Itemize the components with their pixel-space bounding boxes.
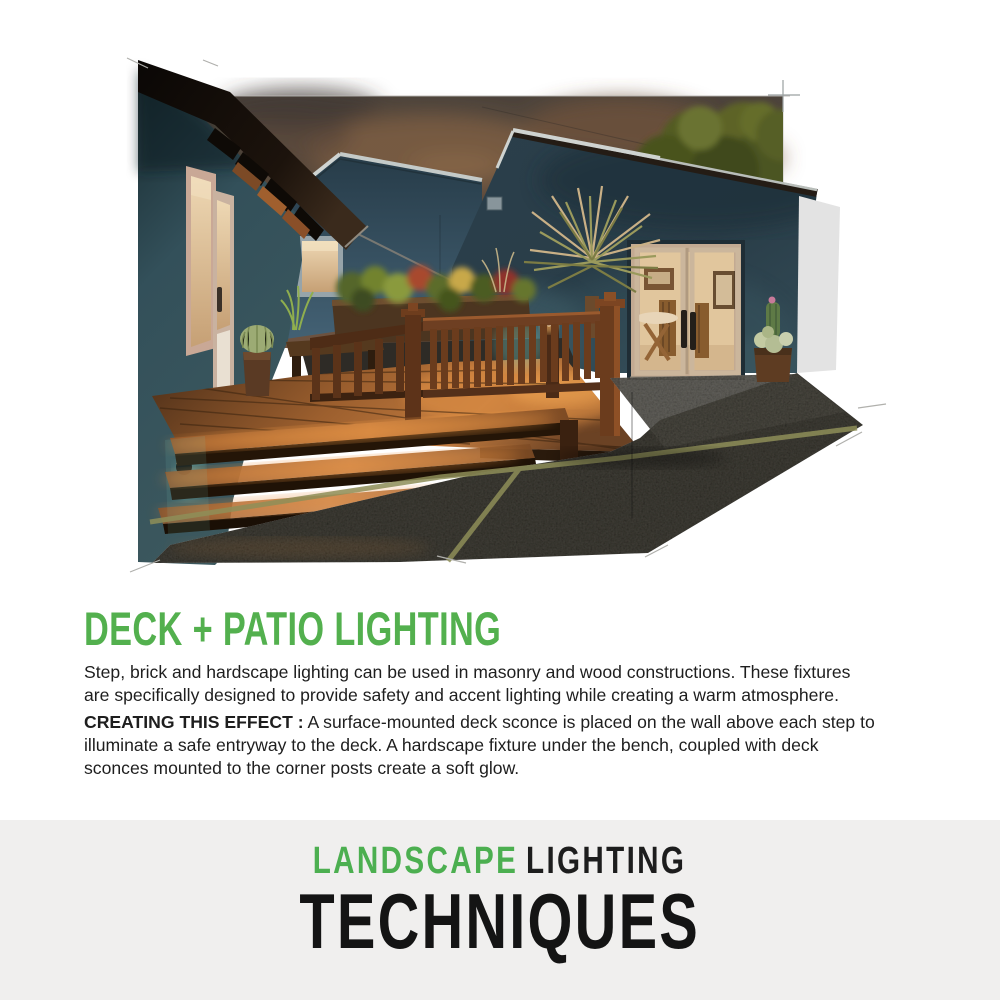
effect-line-1 [84, 711, 944, 734]
wall-vent [487, 197, 502, 210]
effect-line-2: illuminate a safe entryway to the deck. A hardscape fixture under the bench, coupled with deck [84, 735, 819, 755]
intro-line-1: Step, brick and hardscape lighting can be used in masonry and wood constructions. These fixtures [84, 662, 851, 682]
left-window [186, 166, 216, 356]
effect-line-1-rest: A surface-mounted deck sconce is placed on the wall above each step to [303, 712, 875, 732]
brand-word-lighting: LIGHTING [526, 840, 687, 882]
french-doors [627, 240, 745, 380]
section-heading: DECK + PATIO LIGHTING [84, 602, 502, 655]
footer-title: TECHNIQUES [299, 877, 701, 965]
door-handle [217, 287, 222, 312]
left-door [213, 190, 234, 398]
effect-label: CREATING THIS EFFECT : [84, 712, 304, 732]
intro-paragraph [84, 661, 944, 707]
brand-word-landscape: LANDSCAPE [313, 840, 519, 882]
intro-line-2: are specifically designed to provide safety and accent lighting while creating a warm atmosphere. [84, 685, 839, 705]
cactus-flower [769, 297, 776, 304]
footer-band [0, 820, 1000, 1000]
door-handle-right [690, 312, 696, 350]
effect-line-3: sconces mounted to the corner posts create a soft glow. [84, 758, 520, 778]
door-handle-left [681, 310, 687, 348]
effect-paragraph [84, 711, 944, 780]
brand-line [0, 842, 1000, 880]
gray-side-panel [797, 196, 840, 373]
